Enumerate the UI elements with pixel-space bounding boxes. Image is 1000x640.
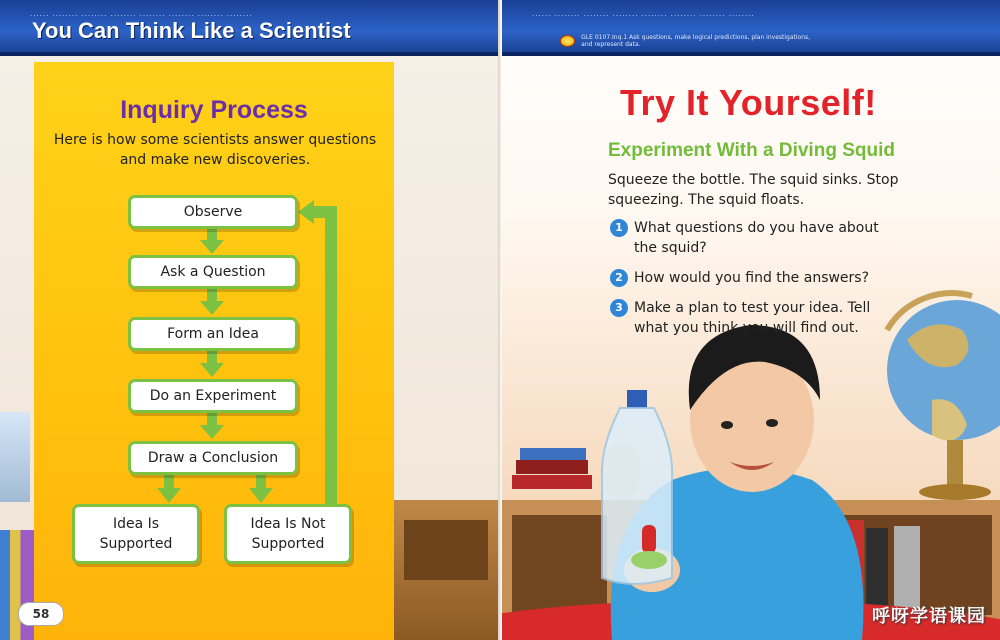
try-it-title: Try It Yourself!: [620, 82, 877, 123]
experiment-text: Squeeze the bottle. The squid sinks. Stop squeezing. The squid floats.: [608, 172, 899, 208]
step-do-experiment: Do an Experiment: [128, 379, 298, 413]
number-3-icon: 3: [610, 299, 628, 317]
number-2-icon: 2: [610, 269, 628, 287]
standard-badge-icon: [560, 35, 575, 47]
question-text: What questions do you have about the squid?: [634, 220, 879, 256]
step-form-idea: Form an Idea: [128, 317, 298, 351]
watermark: 呼呀学语课园: [872, 606, 986, 627]
marble-jar-image: [0, 412, 30, 502]
question-2: [610, 268, 890, 288]
banner-microtext-right: ...... ........ ........ ........ ........ ........ ........ ........: [532, 10, 755, 18]
standard-badge: [560, 34, 820, 48]
question-1: [610, 218, 890, 258]
standard-text: GLE 0107.Inq.1 Ask questions, make logical predictions, plan investigations, and represent data.: [581, 34, 811, 48]
globe-image: [887, 293, 1000, 500]
squid-toy: [642, 525, 656, 553]
panel-title: Inquiry Process: [120, 96, 308, 124]
shelf-image: [394, 500, 498, 640]
section-title: You Can Think Like a Scientist: [32, 18, 351, 43]
banner-microtext: ...... ........ ........ ........ ........ ........ ........ ........: [30, 10, 253, 18]
bottle-image: [602, 390, 672, 584]
question-text: Make a plan to test your idea. Tell what you think you will find out.: [634, 300, 871, 336]
step-ask-question: Ask a Question: [128, 255, 298, 289]
experiment-title: Experiment With a Diving Squid: [608, 140, 895, 161]
page-number: 58: [18, 602, 64, 626]
panel-intro: Here is how some scientists answer questions and make new discoveries.: [53, 132, 377, 168]
step-draw-conclusion: Draw a Conclusion: [128, 441, 298, 475]
left-banner: [0, 0, 498, 56]
outcome-supported: Idea Is Supported: [72, 504, 200, 564]
step-observe: Observe: [128, 195, 298, 229]
number-1-icon: 1: [610, 219, 628, 237]
outcome-not-supported: Idea Is Not Supported: [224, 504, 352, 564]
question-text: How would you find the answers?: [634, 270, 870, 286]
question-3: [610, 298, 890, 338]
